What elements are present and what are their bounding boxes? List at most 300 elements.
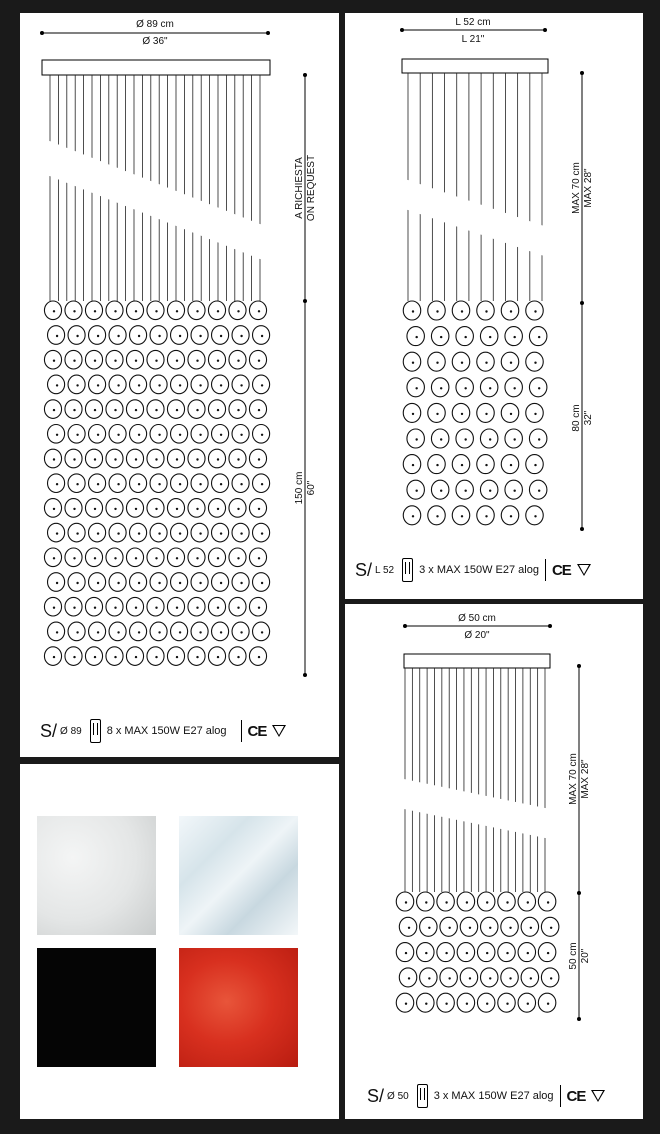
disc-center [513, 438, 515, 440]
disc-center [176, 360, 178, 362]
disc-center [440, 336, 442, 338]
crystal-disc [68, 523, 85, 542]
crystal-disc [167, 548, 184, 567]
crystal-disc [456, 429, 473, 448]
separator [545, 559, 546, 581]
disc-center [196, 458, 198, 460]
disc-center [196, 607, 198, 609]
disc-center [240, 483, 242, 485]
crystal-disc [48, 375, 65, 394]
disc-center [436, 413, 438, 415]
disc-center [56, 335, 58, 337]
crystal-disc [505, 327, 522, 346]
disc-center [199, 532, 201, 534]
disc-center [485, 515, 487, 517]
crystal-disc [501, 968, 518, 987]
disc-center [53, 458, 55, 460]
disc-center [76, 532, 78, 534]
crystal-disc [150, 474, 167, 493]
crystal-disc [130, 622, 147, 641]
crystal-disc [249, 548, 266, 567]
crystal-disc [477, 506, 494, 525]
crystal-disc [399, 917, 416, 936]
chandelier-small-drawing [345, 604, 643, 1119]
disc-center [176, 607, 178, 609]
crystal-disc [68, 622, 85, 641]
crystal-disc [501, 403, 518, 422]
crystal-disc [208, 548, 225, 567]
crystal-disc [480, 378, 497, 397]
crystal-disc [130, 523, 147, 542]
disc-center [114, 310, 116, 312]
product-drawing-rect [345, 13, 643, 599]
disc-center [94, 607, 96, 609]
disc-center [114, 508, 116, 510]
crystal-disc [501, 506, 518, 525]
disc-center [261, 483, 263, 485]
crystal-disc [65, 400, 82, 419]
disc-center [489, 490, 491, 492]
crystal-disc [171, 622, 188, 641]
disc-center [448, 927, 450, 929]
disc-center [217, 409, 219, 411]
disc-center [117, 384, 119, 386]
disc-center [53, 409, 55, 411]
disc-center [53, 557, 55, 559]
disc-center [513, 490, 515, 492]
crystal-disc [106, 548, 123, 567]
crystal-disc [437, 943, 454, 962]
crystal-disc [89, 474, 106, 493]
disc-center [489, 336, 491, 338]
disc-center [440, 387, 442, 389]
disc-center [461, 413, 463, 415]
crystal-disc [150, 425, 167, 444]
crystal-disc [232, 474, 249, 493]
disc-center [240, 532, 242, 534]
disc-center [412, 310, 414, 312]
crystal-disc [188, 449, 205, 468]
ceiling-canopy [404, 654, 550, 668]
disc-center [217, 557, 219, 559]
disc-center [138, 532, 140, 534]
crystal-disc [89, 375, 106, 394]
disc-center [135, 360, 137, 362]
crystal-disc [171, 474, 188, 493]
crystal-disc [529, 378, 546, 397]
disc-center [176, 557, 178, 559]
disc-center [240, 582, 242, 584]
disc-center [258, 607, 260, 609]
crystal-disc [481, 917, 498, 936]
crystal-disc [501, 917, 518, 936]
disc-center [155, 360, 157, 362]
drop-cm-label: MAX 70 cm [571, 162, 582, 214]
triangle-icon [591, 1090, 605, 1102]
crystal-disc [407, 480, 424, 499]
height-in-label: 20" [580, 948, 591, 964]
crystal-disc [150, 523, 167, 542]
crystal-disc [85, 449, 102, 468]
crystal-disc-grid [42, 75, 270, 665]
disc-center [486, 952, 488, 954]
crystal-disc [167, 301, 184, 320]
crystal-disc [232, 326, 249, 345]
crystal-disc [229, 350, 246, 369]
crystal-disc [212, 474, 229, 493]
crystal-disc [253, 425, 270, 444]
disc-center [76, 631, 78, 633]
swatch-black [37, 948, 156, 1067]
product-drawing-small [345, 604, 643, 1119]
crystal-disc-grid [402, 73, 550, 525]
disc-center [240, 384, 242, 386]
crystal-disc [212, 375, 229, 394]
disc-center [158, 582, 160, 584]
crystal-disc [171, 425, 188, 444]
disc-center [176, 508, 178, 510]
disc-center [135, 310, 137, 312]
disc-center [237, 607, 239, 609]
disc-center [158, 335, 160, 337]
crystal-disc [65, 301, 82, 320]
disc-center [73, 360, 75, 362]
disc-center [237, 360, 239, 362]
crystal-disc [396, 892, 413, 911]
disc-center [506, 952, 508, 954]
disc-center [155, 458, 157, 460]
crystal-disc [65, 647, 82, 666]
crystal-disc [541, 917, 558, 936]
disc-center [237, 656, 239, 658]
disc-center [155, 310, 157, 312]
crystal-disc [85, 647, 102, 666]
disc-center [258, 656, 260, 658]
crystal-disc [65, 597, 82, 616]
crystal-disc [68, 573, 85, 592]
disc-center [510, 464, 512, 466]
crystal-disc [407, 327, 424, 346]
disc-center [76, 582, 78, 584]
disc-center [412, 515, 414, 517]
crystal-disc [249, 647, 266, 666]
crystal-disc [249, 499, 266, 518]
crystal-disc [229, 400, 246, 419]
crystal-disc [109, 326, 126, 345]
disc-center [510, 362, 512, 364]
disc-center [405, 952, 407, 954]
disc-center [73, 656, 75, 658]
disc-center [117, 434, 119, 436]
crystal-disc [417, 892, 434, 911]
disc-center [76, 384, 78, 386]
crystal-disc [456, 378, 473, 397]
crystal-disc [212, 573, 229, 592]
crystal-disc [167, 597, 184, 616]
crystal-disc [109, 375, 126, 394]
drawing-break-band [404, 779, 550, 839]
crystal-disc [452, 455, 469, 474]
width-cm-label: L 52 cm [455, 17, 491, 28]
crystal-disc [44, 301, 61, 320]
disc-center [509, 977, 511, 979]
crystal-disc [518, 943, 535, 962]
crystal-disc [526, 403, 543, 422]
disc-center [415, 336, 417, 338]
disc-center [534, 515, 536, 517]
disc-center [240, 631, 242, 633]
crystal-disc [106, 499, 123, 518]
disc-center [489, 387, 491, 389]
crystal-disc [229, 647, 246, 666]
disc-center [527, 952, 529, 954]
disc-center [412, 413, 414, 415]
disc-center [138, 335, 140, 337]
disc-center [461, 362, 463, 364]
crystal-disc [232, 622, 249, 641]
crystal-disc [65, 548, 82, 567]
crystal-disc [89, 326, 106, 345]
disc-center [464, 438, 466, 440]
crystal-disc [44, 647, 61, 666]
crystal-disc [457, 993, 474, 1012]
spec-row [40, 719, 286, 743]
crystal-disc [44, 449, 61, 468]
crystal-disc [501, 455, 518, 474]
disc-center [196, 508, 198, 510]
height-in-label: 60" [306, 480, 317, 496]
crystal-disc [477, 403, 494, 422]
crystal-disc [191, 375, 208, 394]
disc-center [436, 362, 438, 364]
disc-center [445, 1003, 447, 1005]
disc-center [199, 434, 201, 436]
disc-center [114, 656, 116, 658]
crystal-disc [212, 622, 229, 641]
disc-center [405, 901, 407, 903]
disc-center [534, 464, 536, 466]
disc-center [155, 409, 157, 411]
crystal-disc [109, 622, 126, 641]
crystal-disc [106, 400, 123, 419]
crystal-disc [68, 425, 85, 444]
disc-center [220, 384, 222, 386]
crystal-disc [147, 301, 164, 320]
crystal-disc [501, 301, 518, 320]
crystal-disc [498, 993, 515, 1012]
crystal-disc [191, 474, 208, 493]
crystal-disc [150, 573, 167, 592]
disc-center [258, 409, 260, 411]
crystal-disc [480, 429, 497, 448]
disc-center [415, 438, 417, 440]
disc-center [538, 490, 540, 492]
disc-center [199, 335, 201, 337]
drop-in-label: MAX 28" [580, 759, 591, 799]
crystal-disc [167, 350, 184, 369]
crystal-disc [457, 892, 474, 911]
crystal-disc [109, 573, 126, 592]
disc-center [158, 483, 160, 485]
disc-center [240, 335, 242, 337]
crystal-disc [48, 573, 65, 592]
product-drawing-large [20, 13, 339, 757]
crystal-disc [456, 327, 473, 346]
disc-center [56, 434, 58, 436]
disc-center [547, 901, 549, 903]
disc-center [220, 532, 222, 534]
disc-center [237, 458, 239, 460]
disc-center [445, 901, 447, 903]
disc-center [408, 977, 410, 979]
crystal-disc [452, 403, 469, 422]
crystal-disc [249, 400, 266, 419]
crystal-disc [212, 523, 229, 542]
crystal-disc [403, 403, 420, 422]
separator [560, 1085, 561, 1107]
crystal-disc [89, 622, 106, 641]
disc-center [179, 631, 181, 633]
crystal-disc [208, 400, 225, 419]
model-prefix: S/ [40, 720, 58, 741]
crystal-disc [452, 352, 469, 371]
crystal-disc [188, 597, 205, 616]
crystal-disc [253, 523, 270, 542]
crystal-disc [440, 968, 457, 987]
disc-center [196, 360, 198, 362]
crystal-disc [480, 327, 497, 346]
crystal-disc [65, 499, 82, 518]
crystal-disc [147, 499, 164, 518]
disc-center [176, 310, 178, 312]
disc-center [117, 582, 119, 584]
model-prefix: S/ [367, 1085, 385, 1106]
crystal-disc [526, 506, 543, 525]
crystal-disc [526, 455, 543, 474]
crystal-disc [188, 350, 205, 369]
disc-center [412, 464, 414, 466]
disc-center [114, 409, 116, 411]
drawing-break-band [42, 138, 270, 263]
crystal-disc [130, 425, 147, 444]
crystal-disc [68, 474, 85, 493]
drawing-break-band [402, 178, 550, 258]
disc-center [138, 582, 140, 584]
crystal-disc [167, 647, 184, 666]
disc-center [73, 458, 75, 460]
disc-center [73, 607, 75, 609]
disc-center [258, 557, 260, 559]
crystal-disc [229, 301, 246, 320]
disc-center [510, 310, 512, 312]
crystal-disc [505, 480, 522, 499]
drop-cm-label: MAX 70 cm [568, 753, 579, 805]
crystal-disc [150, 375, 167, 394]
crystal-disc [477, 943, 494, 962]
disc-center [513, 387, 515, 389]
crystal-disc [232, 573, 249, 592]
disc-center [97, 335, 99, 337]
crystal-disc [106, 449, 123, 468]
disc-center [547, 952, 549, 954]
crystal-disc [208, 350, 225, 369]
ce-mark-icon: CE [551, 561, 571, 579]
crystal-disc [428, 403, 445, 422]
disc-center [53, 508, 55, 510]
bulb-icon [417, 1084, 428, 1108]
crystal-disc [126, 350, 143, 369]
swatch-clear-crystal [179, 816, 298, 935]
crystal-disc [44, 350, 61, 369]
disc-center [220, 483, 222, 485]
model-prefix: S/ [355, 559, 373, 580]
crystal-disc [191, 425, 208, 444]
crystal-disc [188, 301, 205, 320]
disc-center [261, 384, 263, 386]
crystal-disc [417, 943, 434, 962]
crystal-disc [109, 523, 126, 542]
disc-center [97, 434, 99, 436]
crystal-disc [232, 425, 249, 444]
crystal-disc [253, 326, 270, 345]
crystal-disc [229, 499, 246, 518]
crystal-disc [126, 400, 143, 419]
crystal-disc [191, 573, 208, 592]
disc-center [217, 360, 219, 362]
height-cm-label: 150 cm [294, 471, 305, 505]
disc-center [550, 977, 552, 979]
triangle-icon [577, 564, 591, 576]
crystal-disc-grid [396, 668, 559, 1012]
disc-center [428, 977, 430, 979]
crystal-disc [130, 326, 147, 345]
height-cm-label: 50 cm [568, 942, 579, 970]
disc-center [486, 1003, 488, 1005]
disc-center [240, 434, 242, 436]
disc-center [196, 656, 198, 658]
disc-center [440, 490, 442, 492]
crystal-disc [417, 993, 434, 1012]
disc-center [547, 1003, 549, 1005]
crystal-disc [420, 917, 437, 936]
crystal-disc [89, 425, 106, 444]
disc-center [179, 532, 181, 534]
crystal-disc [431, 378, 448, 397]
disc-center [56, 483, 58, 485]
disc-center [469, 977, 471, 979]
crystal-disc [529, 429, 546, 448]
crystal-disc [150, 326, 167, 345]
crystal-disc [437, 993, 454, 1012]
crystal-disc [208, 449, 225, 468]
crystal-disc [208, 301, 225, 320]
disc-center [258, 508, 260, 510]
disc-center [76, 434, 78, 436]
crystal-disc [460, 968, 477, 987]
disc-center [464, 336, 466, 338]
crystal-disc [89, 523, 106, 542]
disc-center [135, 409, 137, 411]
crystal-disc [85, 499, 102, 518]
crystal-disc [167, 449, 184, 468]
disc-center [509, 927, 511, 929]
crystal-disc [85, 548, 102, 567]
disc-center [196, 557, 198, 559]
disc-center [527, 1003, 529, 1005]
crystal-disc [428, 455, 445, 474]
crystal-disc [126, 449, 143, 468]
disc-center [114, 557, 116, 559]
